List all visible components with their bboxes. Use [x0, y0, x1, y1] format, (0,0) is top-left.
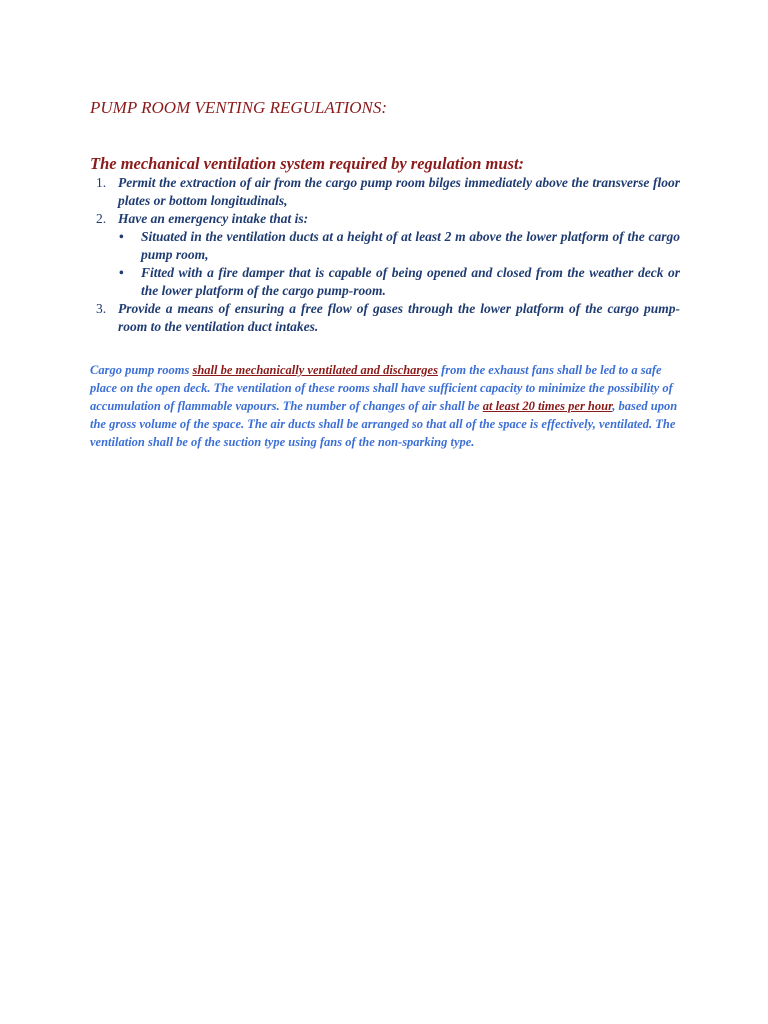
page-title: PUMP ROOM VENTING REGULATIONS: — [90, 98, 388, 117]
sub-requirement-item — [118, 228, 680, 264]
requirement-text: Permit the extraction of air from the cargo pump room bilges immediately above the transverse floor plates or bottom longitudinals, — [118, 175, 680, 208]
requirement-item — [90, 174, 680, 210]
requirement-number: 3. — [96, 301, 107, 316]
requirement-item — [90, 210, 680, 300]
paragraph-text: Cargo pump rooms — [90, 363, 193, 377]
paragraph-text: from the exhaust fans shall be led to a safe place on the open deck. The ventilation of these rooms shall have sufficient capacity to minimize the possibility of accumulation of flammable vapours. The number of changes of air shall be — [90, 363, 673, 413]
bullet-icon: • — [119, 229, 124, 244]
paragraph-text: , based upon the gross volume of the space. The air ducts shall be arranged so that all of the space is effectively, ventilated. The ventilation shall be of the suction type using fans of the non-sparking type. — [90, 399, 678, 449]
bullet-icon: • — [119, 265, 124, 280]
requirement-number: 1. — [96, 175, 107, 190]
requirement-number: 2. — [96, 211, 107, 226]
requirement-text: Provide a means of ensuring a free flow of gases through the lower platform of the cargo pump-room to the ventilation duct intakes. — [118, 301, 680, 334]
sub-requirement-text: Fitted with a fire damper that is capable of being opened and closed from the weather deck or the lower platform of the cargo pump-room. — [141, 265, 680, 298]
requirement-text: Have an emergency intake that is: — [118, 211, 309, 226]
requirement-item — [90, 300, 680, 336]
sub-requirement-item — [118, 264, 680, 300]
sub-requirement-text: Situated in the ventilation ducts at a height of at least 2 m above the lower platform of the cargo pump room, — [141, 229, 680, 262]
highlighted-text: shall be mechanically ventilated and discharges — [192, 363, 438, 377]
requirements-list — [90, 174, 680, 336]
regulation-paragraph — [90, 361, 680, 451]
section-subheading: The mechanical ventilation system required by regulation must: — [90, 154, 525, 173]
sub-requirements-list — [118, 228, 680, 300]
highlighted-text: at least 20 times per hour — [482, 399, 613, 413]
